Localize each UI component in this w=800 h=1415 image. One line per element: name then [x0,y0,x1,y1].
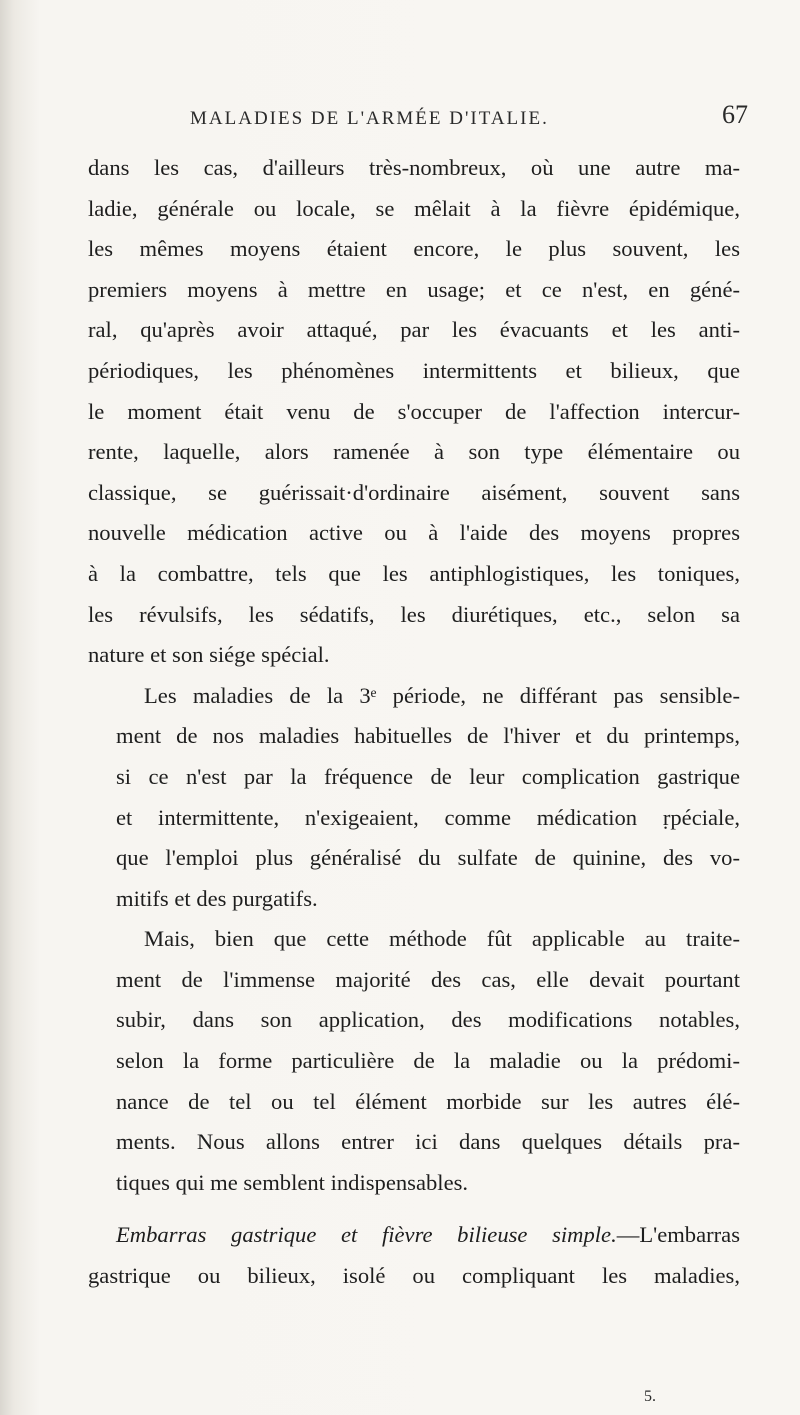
text-line: nance de tel ou tel élément morbide sur les autres élé- [116,1088,740,1114]
text-line: premiers moyens à mettre en usage; et ce n'est, en géné- [88,276,740,302]
text-line: le moment était venu de s'occuper de l'affection intercur- [88,398,740,424]
text-line: que l'emploi plus généralisé du sulfate de quinine, des vo- [116,845,740,871]
paragraph-4 [88,1215,740,1296]
text-line: et intermittente, n'exigeaient, comme médication ṛpéciale, [116,804,740,830]
text-line: nouvelle médication active ou à l'aide des moyens propres [88,520,740,546]
text-line: à la combattre, tels que les antiphlogistiques, les toniques, [88,560,740,586]
text-line: ral, qu'après avoir attaqué, par les évacuants et les anti- [88,317,740,343]
text-line: tiques qui me semblent indispensables. [116,1169,469,1195]
running-header: MALADIES DE L'ARMÉE D'ITALIE. [190,108,549,129]
paragraph-1 [88,148,740,676]
text-line: ment de nos maladies habituelles de l'hiver et du printemps, [116,723,740,749]
text-line: selon la forme particulière de la maladie ou la prédomi- [116,1048,740,1074]
paragraph-3 [88,919,740,1203]
printer-signature-mark: 5. [644,1388,656,1405]
paragraph-2 [88,676,740,920]
text-line: classique, se guérissait·d'ordinaire aisément, souvent sans [88,479,740,505]
text-line: les mêmes moyens étaient encore, le plus souvent, les [88,236,740,262]
section-title-continuation: —L'embarras [616,1222,740,1248]
page-number: 67 [722,100,748,129]
text-line: rente, laquelle, alors ramenée à son type élémentaire ou [88,439,740,465]
text-line: gastrique ou bilieux, isolé ou compliquant les maladies, [88,1263,740,1289]
text-line: si ce n'est par la fréquence de leur complication gastrique [116,763,740,789]
text-line: mitifs et des purgatifs. [116,885,318,911]
text-line: les révulsifs, les sédatifs, les diurétiques, etc., selon sa [88,601,740,627]
text-line: Mais, bien que cette méthode fût applicable au traite- [144,926,740,952]
text-line: Les maladies de la 3ᵉ période, ne différant pas sensible- [144,682,740,708]
text-line: ment de l'immense majorité des cas, elle devait pourtant [116,966,740,992]
text-line: périodiques, les phénomènes intermittents et bilieux, que [88,357,740,383]
body-text [88,148,740,1297]
text-line: ladie, générale ou locale, se mêlait à la fièvre épidémique, [88,195,740,221]
text-line: subir, dans son application, des modifications notables, [116,1007,740,1033]
text-line [88,1215,740,1256]
text-line: ments. Nous allons entrer ici dans quelques détails pra- [116,1129,740,1155]
text-line: dans les cas, d'ailleurs très-nombreux, où une autre ma- [88,155,740,180]
text-line: nature et son siége spécial. [88,642,330,668]
section-title: Embarras gastrique et fièvre bilieuse simple. [116,1222,617,1248]
